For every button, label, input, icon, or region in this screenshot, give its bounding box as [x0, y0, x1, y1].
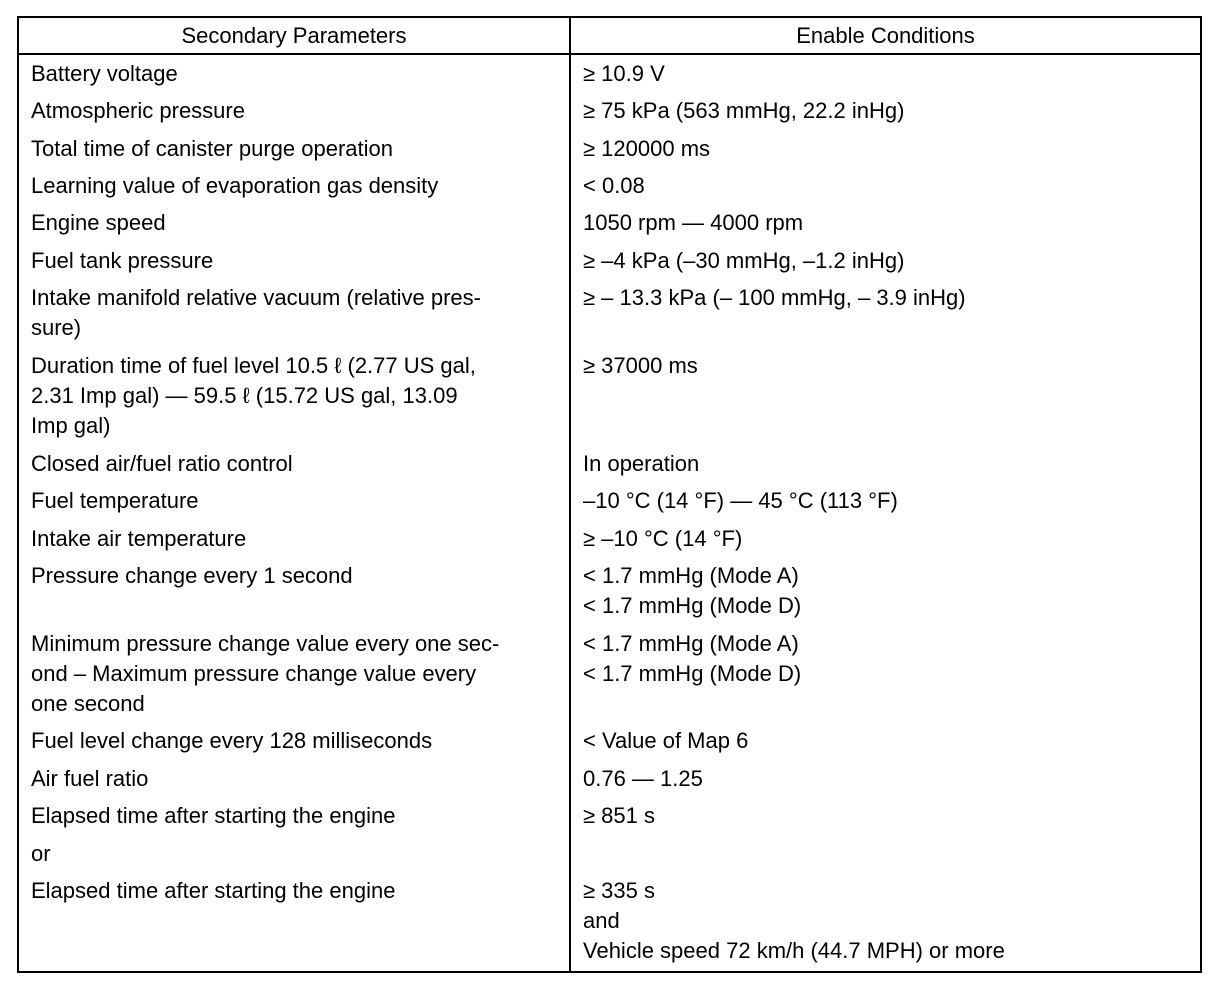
parameter-cell: Fuel temperature: [31, 488, 199, 514]
condition-cell: ≥ 75 kPa (563 mmHg, 22.2 inHg): [570, 92, 1201, 129]
condition-cell: [570, 835, 1201, 872]
table-header: [18, 17, 1201, 54]
condition-cell: ≥ 10.9 V: [570, 54, 1201, 92]
parameter-cell: Pressure change every 1 second: [31, 562, 353, 588]
condition-cell: < 1.7 mmHg (Mode A) < 1.7 mmHg (Mode D): [570, 625, 1201, 723]
condition-cell: < Value of Map 6: [570, 722, 1201, 759]
table-row: [18, 242, 1201, 279]
condition-cell: ≥ 120000 ms: [570, 130, 1201, 167]
condition-cell: < 1.7 mmHg (Mode A) < 1.7 mmHg (Mode D): [570, 557, 1201, 625]
parameter-cell: Fuel tank pressure: [31, 247, 214, 273]
parameter-cell: Duration time of fuel level 10.5 ℓ (2.77 US gal, 2.31 Imp gal) — 59.5 ℓ (15.72 US gal, 13.09 Imp gal): [31, 352, 476, 438]
condition-cell: ≥ – 13.3 kPa (– 100 mmHg, – 3.9 inHg): [570, 279, 1201, 347]
parameter-cell: Atmospheric pressure: [31, 98, 245, 124]
parameter-cell: Fuel level change every 128 milliseconds: [31, 728, 433, 754]
parameter-cell: Intake manifold relative vacuum (relative pres- sure): [31, 285, 481, 341]
condition-cell: ≥ 335 s and Vehicle speed 72 km/h (44.7 MPH) or more: [570, 872, 1201, 972]
table-row: [18, 167, 1201, 204]
table-row: [18, 520, 1201, 557]
table-row: [18, 625, 1201, 723]
parameter-cell: Elapsed time after starting the engine: [31, 803, 396, 829]
header-row: [18, 17, 1201, 54]
condition-cell: ≥ –10 °C (14 °F): [570, 520, 1201, 557]
condition-cell: < 0.08: [570, 167, 1201, 204]
condition-cell: 1050 rpm — 4000 rpm: [570, 204, 1201, 241]
table-row: [18, 482, 1201, 519]
header-enable-conditions: Enable Conditions: [570, 17, 1201, 54]
table-row: [18, 92, 1201, 129]
condition-cell: –10 °C (14 °F) — 45 °C (113 °F): [570, 482, 1201, 519]
parameter-cell: Learning value of evaporation gas density: [31, 173, 439, 199]
table-row: [18, 204, 1201, 241]
table-row: [18, 445, 1201, 482]
parameter-cell: Engine speed: [31, 210, 166, 236]
table-row: [18, 347, 1201, 445]
table-body: [18, 54, 1201, 972]
table-row: [18, 760, 1201, 797]
parameter-cell: Air fuel ratio: [31, 765, 149, 791]
condition-cell: ≥ –4 kPa (–30 mmHg, –1.2 inHg): [570, 242, 1201, 279]
parameter-cell: Minimum pressure change value every one sec- ond – Maximum pressure change value every one second: [31, 630, 500, 716]
parameter-cell: or: [31, 840, 51, 866]
table-row: [18, 54, 1201, 92]
table-row: [18, 797, 1201, 834]
table-row: [18, 835, 1201, 872]
table-row: [18, 130, 1201, 167]
table-row: [18, 872, 1201, 972]
condition-cell: In operation: [570, 445, 1201, 482]
header-secondary-parameters: Secondary Parameters: [18, 17, 570, 54]
table-row: [18, 722, 1201, 759]
parameter-cell: Intake air temperature: [31, 525, 247, 551]
parameter-cell: Elapsed time after starting the engine: [31, 877, 396, 903]
condition-cell: 0.76 — 1.25: [570, 760, 1201, 797]
enable-conditions-table: [17, 16, 1202, 973]
condition-cell: ≥ 37000 ms: [570, 347, 1201, 445]
table-row: [18, 279, 1201, 347]
parameter-cell: Battery voltage: [31, 61, 178, 86]
table-row: [18, 557, 1201, 625]
parameter-cell: Closed air/fuel ratio control: [31, 450, 293, 476]
parameter-cell: Total time of canister purge operation: [31, 135, 393, 161]
condition-cell: ≥ 851 s: [570, 797, 1201, 834]
